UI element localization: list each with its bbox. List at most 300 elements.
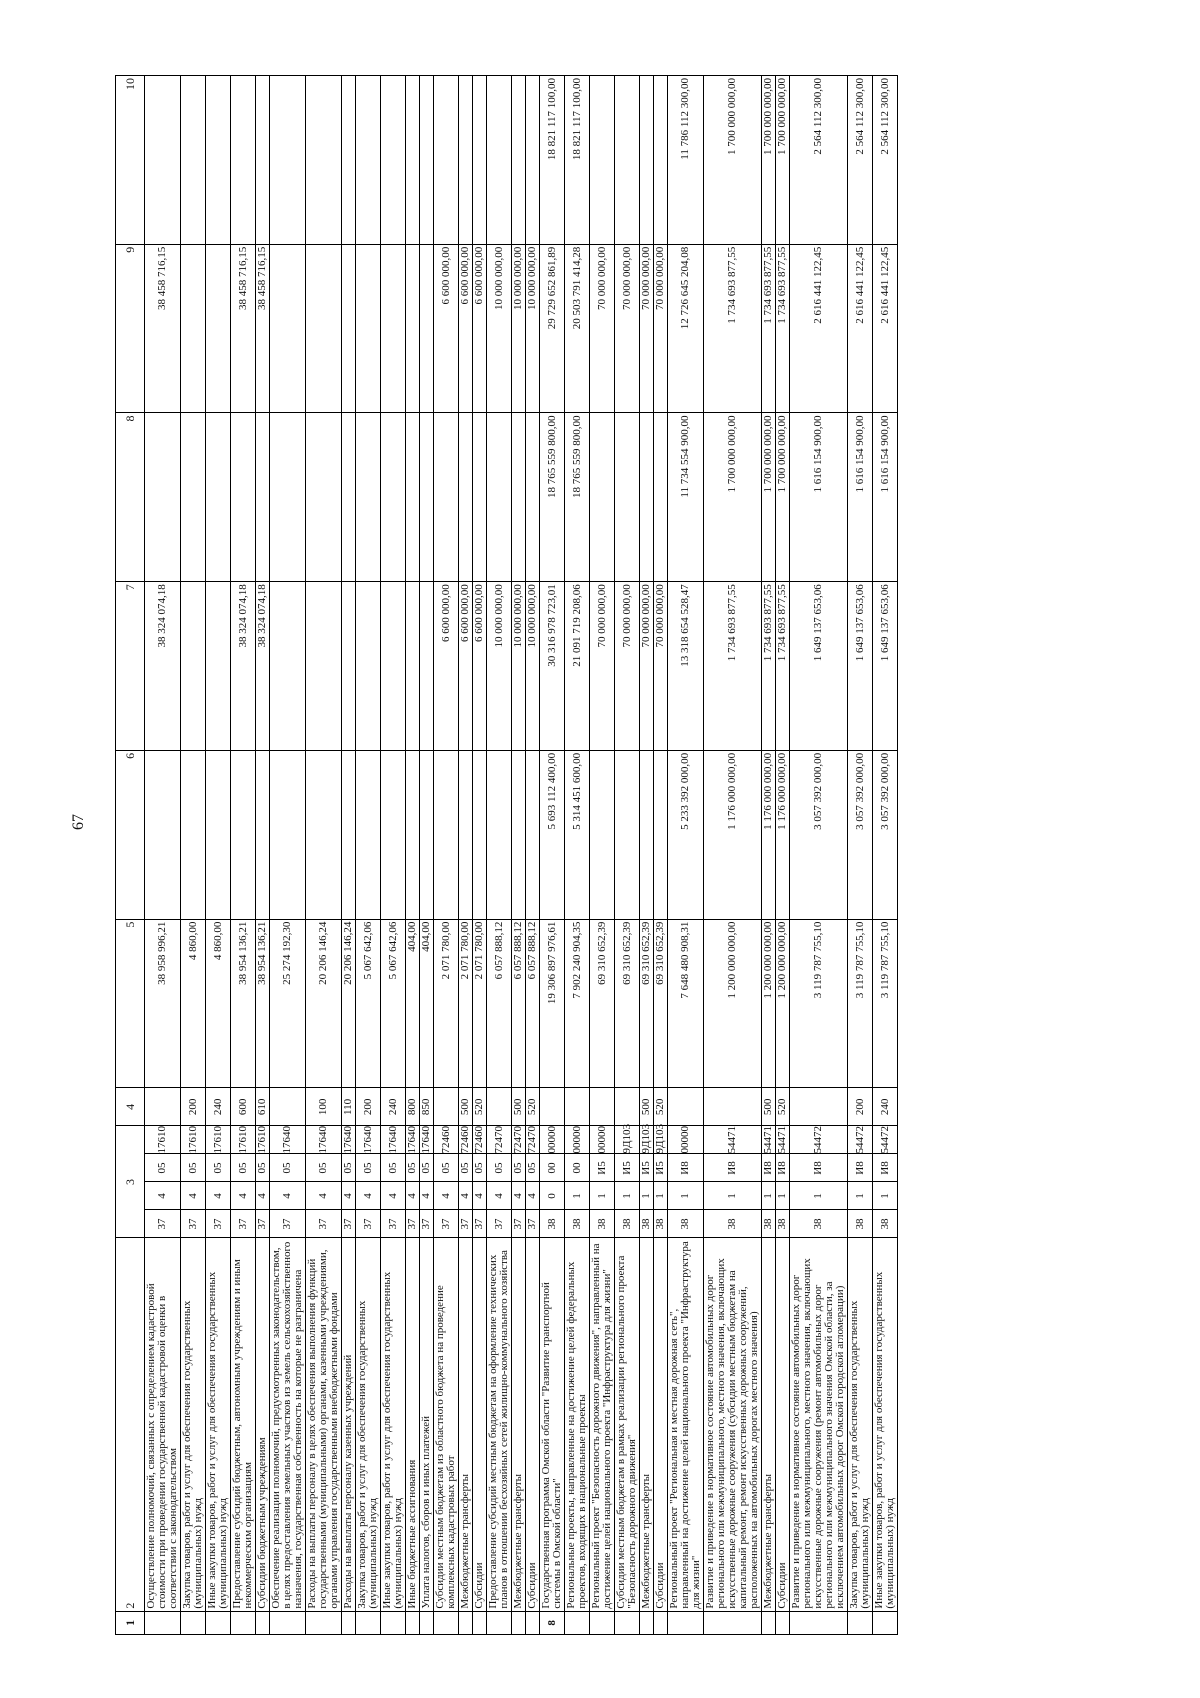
classification-code-cell: 4: [145, 1182, 181, 1210]
row-name-cell: Государственная программа Омской области "Развитие транспортной системы в Омской области": [540, 1238, 565, 1611]
classification-code-cell: 4: [420, 1182, 434, 1210]
expense-type-cell: 100: [306, 1088, 342, 1126]
amount-cell-8: [640, 413, 654, 582]
amount-cell-10: 18 821 117 100,00: [565, 76, 590, 245]
amount-cell-10: [590, 76, 615, 245]
row-number-cell: [270, 1611, 306, 1634]
row-name-cell: Развитие и приведение в нормативное состояние автомобильных дорог регионального или межмуниципального, местного значения, включающих искусственные дорожные сооружения (субсидии местным бюджетам на капитальный ремонт, ремонт искусственных дорожных сооружений, расположенных на автомобильных дорогах местного значения): [704, 1238, 762, 1611]
column-header: 6: [116, 750, 145, 919]
row-number-cell: [512, 1611, 526, 1634]
classification-code-cell: 05: [420, 1154, 434, 1182]
amount-cell-9: 1 734 693 877,55: [704, 244, 762, 413]
table-row: [487, 76, 512, 1635]
row-number-cell: [590, 1611, 615, 1634]
amount-cell-6: [473, 750, 487, 919]
classification-code-cell: 1: [654, 1182, 668, 1210]
classification-code-cell: 17610: [181, 1126, 206, 1154]
row-name-cell: Субсидии бюджетным учреждениям: [256, 1238, 270, 1611]
amount-cell-8: [487, 413, 512, 582]
classification-code-cell: 37: [306, 1210, 342, 1238]
classification-code-cell: 37: [206, 1210, 231, 1238]
amount-cell-8: [526, 413, 540, 582]
amount-cell-7: 21 091 719 208,06: [565, 582, 590, 751]
amount-cell-7: [181, 582, 206, 751]
classification-code-cell: 05: [342, 1154, 356, 1182]
column-header: 7: [116, 582, 145, 751]
page-number: 67: [70, 814, 87, 830]
classification-code-cell: 37: [356, 1210, 381, 1238]
amount-cell-8: [181, 413, 206, 582]
classification-code-cell: 37: [342, 1210, 356, 1238]
row-name-cell: Субсидии местным бюджетам из областного бюджета на проведение комплексных кадастровых работ: [434, 1238, 459, 1611]
table-row: [776, 76, 790, 1635]
amount-cell-7: [420, 582, 434, 751]
amount-cell-5: 25 274 192,30: [270, 919, 306, 1088]
amount-cell-9: [270, 244, 306, 413]
classification-code-cell: 72470: [512, 1125, 524, 1154]
classification-code-cell: И8: [790, 1154, 848, 1182]
classification-code-cell: 05: [406, 1154, 420, 1182]
table-row: [848, 76, 873, 1635]
expense-type-cell: 500: [762, 1088, 776, 1126]
classification-code-cell: 4: [434, 1182, 459, 1210]
classification-code-cell: 38: [848, 1210, 873, 1238]
amount-cell-10: [434, 76, 459, 245]
amount-cell-8: 1 700 000 000,00: [776, 413, 790, 582]
classification-code-cell: 05: [512, 1154, 526, 1182]
amount-cell-6: 3 057 392 000,00: [790, 750, 848, 919]
amount-cell-6: [654, 750, 668, 919]
row-number-cell: [640, 1611, 654, 1634]
classification-code-cell: 17610: [231, 1126, 256, 1154]
classification-code-cell: И5: [654, 1154, 668, 1182]
table-row: [762, 76, 776, 1635]
amount-cell-10: [406, 76, 420, 245]
amount-cell-6: [526, 750, 540, 919]
classification-code-cell: 00: [540, 1154, 565, 1182]
amount-cell-9: [342, 244, 356, 413]
expense-type-cell: [590, 1088, 615, 1126]
table-row: [540, 76, 565, 1635]
classification-code-cell: 4: [342, 1182, 356, 1210]
classification-code-cell: 1: [790, 1182, 848, 1210]
amount-cell-10: [473, 76, 487, 245]
amount-cell-6: [181, 750, 206, 919]
table-row: [181, 76, 206, 1635]
classification-code-cell: 72460: [434, 1126, 459, 1154]
amount-cell-5: 404,00: [406, 919, 420, 1088]
classification-code-cell: 4: [231, 1182, 256, 1210]
amount-cell-10: 1 700 000 000,00: [776, 76, 790, 245]
classification-code-cell: 4: [256, 1182, 270, 1210]
classification-code-cell: 37: [256, 1210, 270, 1238]
classification-code-cell: 4: [356, 1182, 381, 1210]
amount-cell-10: 2 564 112 300,00: [848, 76, 873, 245]
amount-cell-7: 10 000 000,00: [487, 582, 512, 751]
classification-code-cell: 54472: [873, 1126, 898, 1154]
amount-cell-9: 6 600 000,00: [473, 244, 487, 413]
table-row: [565, 76, 590, 1635]
amount-cell-8: 18 765 559 800,00: [540, 413, 565, 582]
amount-cell-9: 1 734 693 877,55: [776, 244, 790, 413]
row-number-cell: [776, 1611, 790, 1634]
amount-cell-10: [145, 76, 181, 245]
classification-code-cell: 72470: [526, 1125, 538, 1154]
row-name-cell: Предоставление субсидий местным бюджетам на оформление технических планов в отношении бесхозяйных сетей жилищно-коммунального хозяйства: [487, 1238, 512, 1611]
row-number-cell: [473, 1611, 487, 1634]
classification-code-cell: 17610: [145, 1126, 181, 1154]
amount-cell-5: 38 958 996,21: [145, 919, 181, 1088]
row-name-cell: Уплата налогов, сборов и иных платежей: [420, 1238, 434, 1611]
classification-code-cell: 54472: [848, 1126, 873, 1154]
row-name-cell: Осуществление полномочий, связанных с определением кадастровой стоимости при проведении государственной кадастровой оценки в соответствии с законодательством: [145, 1238, 181, 1611]
amount-cell-7: 70 000 000,00: [615, 582, 640, 751]
amount-cell-8: [420, 413, 434, 582]
amount-cell-10: 2 564 112 300,00: [790, 76, 848, 245]
expense-type-cell: [565, 1088, 590, 1126]
expense-type-cell: [790, 1088, 848, 1126]
amount-cell-5: 6 057 888,12: [512, 919, 526, 1088]
amount-cell-10: [356, 76, 381, 245]
table-row: [473, 76, 487, 1635]
classification-code-cell: 37: [145, 1210, 181, 1238]
column-header: 3: [116, 1126, 145, 1238]
classification-code-cell: 1: [704, 1182, 762, 1210]
table-row: [406, 76, 420, 1635]
amount-cell-6: 1 176 000 000,00: [704, 750, 762, 919]
classification-code-cell: 1: [668, 1182, 704, 1210]
classification-code-cell: 17640: [306, 1126, 342, 1154]
row-name-cell: Региональные проекты, направленные на достижение целей федеральных проектов, входящих в национальные проекты: [565, 1238, 590, 1611]
amount-cell-6: 5 233 392 000,00: [668, 750, 704, 919]
classification-code-cell: 9Д103: [654, 1123, 666, 1154]
classification-code-cell: 38: [540, 1210, 565, 1238]
row-name-cell: Иные закупки товаров, работ и услуг для обеспечения государственных (муниципальных) нужд: [381, 1238, 406, 1611]
classification-code-cell: 05: [306, 1154, 342, 1182]
classification-code-cell: 38: [762, 1210, 776, 1238]
row-number-cell: [356, 1611, 381, 1634]
amount-cell-6: [434, 750, 459, 919]
classification-code-cell: 1: [565, 1182, 590, 1210]
row-number-cell: [206, 1611, 231, 1634]
expense-type-cell: 500: [640, 1088, 654, 1126]
amount-cell-10: [381, 76, 406, 245]
expense-type-cell: [668, 1088, 704, 1126]
expense-type-cell: 520: [654, 1088, 668, 1126]
row-name-cell: Иные закупки товаров, работ и услуг для обеспечения государственных (муниципальных) нужд: [873, 1238, 898, 1611]
amount-cell-5: 20 206 146,24: [342, 919, 356, 1088]
classification-code-cell: 1: [640, 1182, 654, 1210]
amount-cell-9: 2 616 441 122,45: [790, 244, 848, 413]
classification-code-cell: 38: [776, 1210, 790, 1238]
classification-code-cell: 38: [654, 1210, 668, 1238]
amount-cell-5: 6 057 888,12: [526, 919, 540, 1088]
row-number-cell: [181, 1611, 206, 1634]
classification-code-cell: 4: [306, 1182, 342, 1210]
row-name-cell: Субсидии: [654, 1238, 668, 1611]
amount-cell-5: 6 057 888,12: [487, 919, 512, 1088]
amount-cell-10: [487, 76, 512, 245]
classification-code-cell: 05: [526, 1154, 540, 1182]
amount-cell-8: [270, 413, 306, 582]
classification-code-cell: 4: [181, 1182, 206, 1210]
amount-cell-10: [181, 76, 206, 245]
row-number-cell: [762, 1611, 776, 1634]
amount-cell-5: 38 954 136,21: [256, 919, 270, 1088]
table-row: [704, 76, 762, 1635]
amount-cell-8: [381, 413, 406, 582]
expense-type-cell: 800: [406, 1088, 420, 1126]
amount-cell-8: [306, 413, 342, 582]
classification-code-cell: И8: [668, 1154, 704, 1182]
classification-code-cell: 0: [540, 1182, 565, 1210]
amount-cell-6: [356, 750, 381, 919]
classification-code-cell: 00000: [540, 1126, 565, 1154]
expense-type-cell: 200: [356, 1088, 381, 1126]
amount-cell-8: 1 700 000 000,00: [704, 413, 762, 582]
amount-cell-8: [406, 413, 420, 582]
classification-code-cell: 05: [270, 1154, 306, 1182]
classification-code-cell: 37: [181, 1210, 206, 1238]
amount-cell-10: [512, 76, 526, 245]
table-row: [342, 76, 356, 1635]
row-number-cell: [873, 1611, 898, 1634]
amount-cell-5: 404,00: [420, 919, 434, 1088]
classification-code-cell: 05: [356, 1154, 381, 1182]
classification-code-cell: 37: [420, 1210, 434, 1238]
amount-cell-10: [231, 76, 256, 245]
amount-cell-9: [381, 244, 406, 413]
classification-code-cell: 05: [181, 1154, 206, 1182]
row-name-cell: Расходы на выплаты персоналу казенных учреждений: [342, 1238, 356, 1611]
amount-cell-5: 1 200 000 000,00: [762, 919, 776, 1088]
amount-cell-10: [256, 76, 270, 245]
table-row: [306, 76, 342, 1635]
amount-cell-6: [512, 750, 526, 919]
amount-cell-5: 4 860,00: [206, 919, 231, 1088]
amount-cell-5: 69 310 652,39: [654, 919, 668, 1088]
amount-cell-9: 38 458 716,15: [145, 244, 181, 413]
amount-cell-8: [590, 413, 615, 582]
classification-code-cell: И8: [848, 1154, 873, 1182]
classification-code-cell: 38: [640, 1210, 654, 1238]
expense-type-cell: 610: [256, 1088, 270, 1126]
table-row: [790, 76, 848, 1635]
amount-cell-5: 1 200 000 000,00: [776, 919, 790, 1088]
amount-cell-9: 12 726 645 204,08: [668, 244, 704, 413]
amount-cell-7: [356, 582, 381, 751]
classification-code-cell: И5: [590, 1154, 615, 1182]
row-name-cell: Региональный проект "Безопасность дорожного движения", направленный на достижение целей национального проекта "Инфраструктура для жизни": [590, 1238, 615, 1611]
amount-cell-7: [270, 582, 306, 751]
table-row: [654, 76, 668, 1635]
table-row: [590, 76, 615, 1635]
amount-cell-10: [615, 76, 640, 245]
amount-cell-5: 3 119 787 755,10: [790, 919, 848, 1088]
classification-code-cell: 1: [848, 1182, 873, 1210]
expense-type-cell: [704, 1088, 762, 1126]
classification-code-cell: 05: [381, 1154, 406, 1182]
amount-cell-10: [270, 76, 306, 245]
table-row: [270, 76, 306, 1635]
expense-type-cell: [540, 1088, 565, 1126]
amount-cell-5: 38 954 136,21: [231, 919, 256, 1088]
amount-cell-7: [342, 582, 356, 751]
amount-cell-7: 1 649 137 653,06: [848, 582, 873, 751]
amount-cell-10: 1 700 000 000,00: [762, 76, 776, 245]
amount-cell-9: 20 503 791 414,28: [565, 244, 590, 413]
amount-cell-7: 1 734 693 877,55: [762, 582, 776, 751]
classification-code-cell: 4: [381, 1182, 406, 1210]
amount-cell-7: [306, 582, 342, 751]
row-number-cell: [459, 1611, 473, 1634]
row-name-cell: Закупка товаров, работ и услуг для обеспечения государственных (муниципальных) нужд: [181, 1238, 206, 1611]
classification-code-cell: 37: [231, 1210, 256, 1238]
amount-cell-5: 19 306 897 976,61: [540, 919, 565, 1088]
row-number-cell: [848, 1611, 873, 1634]
classification-code-cell: 17610: [206, 1126, 231, 1154]
amount-cell-10: 18 821 117 100,00: [540, 76, 565, 245]
classification-code-cell: 37: [512, 1210, 526, 1238]
row-number-cell: [434, 1611, 459, 1634]
row-name-cell: Развитие и приведение в нормативное состояние автомобильных дорог регионального или межмуниципального, местного значения, включающих искусственные дорожные сооружения (ремонт автомобильных дорог регионального или межмуниципального значения Омской области, за исключением автомобильных дорог Омской городской агломерации): [790, 1238, 848, 1611]
amount-cell-9: [181, 244, 206, 413]
amount-cell-8: 1 616 154 900,00: [848, 413, 873, 582]
row-number-cell: [420, 1611, 434, 1634]
amount-cell-6: [231, 750, 256, 919]
column-header: 8: [116, 413, 145, 582]
amount-cell-9: 70 000 000,00: [654, 244, 668, 413]
amount-cell-10: 11 786 112 300,00: [668, 76, 704, 245]
table-row: [206, 76, 231, 1635]
classification-code-cell: 9Д103: [615, 1126, 640, 1154]
row-number-cell: [342, 1611, 356, 1634]
classification-code-cell: 00000: [590, 1126, 615, 1154]
classification-code-cell: И8: [776, 1154, 790, 1182]
amount-cell-5: 2 071 780,00: [473, 919, 487, 1088]
amount-cell-7: 1 649 137 653,06: [873, 582, 898, 751]
classification-code-cell: 37: [526, 1210, 540, 1238]
amount-cell-8: [473, 413, 487, 582]
amount-cell-8: [654, 413, 668, 582]
amount-cell-9: 2 616 441 122,45: [848, 244, 873, 413]
expense-type-cell: 850: [420, 1088, 434, 1126]
column-header: 1: [116, 1611, 145, 1634]
row-name-cell: Расходы на выплаты персоналу в целях обеспечения выполнения функций государственными (муниципальными) органами, казенными учреждениями, органами управления государственными внебюджетными фондами: [306, 1238, 342, 1611]
amount-cell-9: 29 729 652 861,89: [540, 244, 565, 413]
row-number-cell: [526, 1611, 540, 1634]
classification-code-cell: И8: [873, 1154, 898, 1182]
table-row: [420, 76, 434, 1635]
row-number-cell: [790, 1611, 848, 1634]
amount-cell-5: 3 119 787 755,10: [873, 919, 898, 1088]
amount-cell-8: 1 616 154 900,00: [873, 413, 898, 582]
classification-code-cell: 37: [487, 1210, 512, 1238]
classification-code-cell: 17640: [356, 1126, 381, 1154]
amount-cell-10: 1 700 000 000,00: [704, 76, 762, 245]
amount-cell-6: 1 176 000 000,00: [776, 750, 790, 919]
column-header: 5: [116, 919, 145, 1088]
amount-cell-9: 70 000 000,00: [590, 244, 615, 413]
classification-code-cell: 72460: [459, 1125, 471, 1154]
amount-cell-8: [615, 413, 640, 582]
amount-cell-6: [640, 750, 654, 919]
classification-code-cell: 38: [668, 1210, 704, 1238]
classification-code-cell: 17640: [420, 1125, 432, 1154]
classification-code-cell: И5: [615, 1154, 640, 1182]
row-name-cell: Субсидии: [776, 1238, 790, 1611]
amount-cell-8: [512, 413, 526, 582]
expense-type-cell: 110: [342, 1088, 356, 1126]
classification-code-cell: 4: [459, 1182, 473, 1210]
amount-cell-9: [206, 244, 231, 413]
row-number-cell: [306, 1611, 342, 1634]
classification-code-cell: 9Д103: [640, 1123, 652, 1154]
amount-cell-6: [381, 750, 406, 919]
classification-code-cell: 38: [565, 1210, 590, 1238]
amount-cell-10: 2 564 112 300,00: [873, 76, 898, 245]
header-row: [116, 76, 145, 1635]
classification-code-cell: 17640: [342, 1125, 354, 1154]
amount-cell-6: 5 693 112 400,00: [540, 750, 565, 919]
amount-cell-8: 18 765 559 800,00: [565, 413, 590, 582]
amount-cell-8: [145, 413, 181, 582]
column-header: 9: [116, 244, 145, 413]
row-name-cell: Межбюджетные трансферты: [459, 1238, 473, 1611]
table-row: [526, 76, 540, 1635]
amount-cell-7: 38 324 074,18: [145, 582, 181, 751]
classification-code-cell: 4: [487, 1182, 512, 1210]
table-row: [381, 76, 406, 1635]
amount-cell-8: 11 734 554 900,00: [668, 413, 704, 582]
expense-type-cell: 520: [526, 1088, 540, 1126]
classification-code-cell: 4: [526, 1182, 540, 1210]
amount-cell-7: 13 318 654 528,47: [668, 582, 704, 751]
row-number-cell: [381, 1611, 406, 1634]
amount-cell-7: 10 000 000,00: [526, 582, 540, 751]
table-row: [640, 76, 654, 1635]
classification-code-cell: 37: [459, 1210, 473, 1238]
amount-cell-9: [420, 244, 434, 413]
row-number-cell: [704, 1611, 762, 1634]
table-row: [459, 76, 473, 1635]
classification-code-cell: 37: [473, 1210, 487, 1238]
amount-cell-5: 3 119 787 755,10: [848, 919, 873, 1088]
amount-cell-10: [420, 76, 434, 245]
classification-code-cell: 05: [206, 1154, 231, 1182]
row-name-cell: Межбюджетные трансферты: [762, 1238, 776, 1611]
amount-cell-8: 1 700 000 000,00: [762, 413, 776, 582]
row-number-cell: 8: [540, 1611, 565, 1634]
amount-cell-7: [381, 582, 406, 751]
classification-code-cell: 05: [473, 1154, 487, 1182]
table-row: [668, 76, 704, 1635]
classification-code-cell: 4: [406, 1182, 420, 1210]
row-number-cell: [487, 1611, 512, 1634]
expense-type-cell: 240: [381, 1088, 406, 1126]
amount-cell-8: [356, 413, 381, 582]
classification-code-cell: 05: [145, 1154, 181, 1182]
expense-type-cell: 240: [873, 1088, 898, 1126]
amount-cell-7: 10 000 000,00: [512, 582, 526, 751]
column-header: 4: [116, 1088, 145, 1126]
amount-cell-9: 38 458 716,15: [256, 244, 270, 413]
amount-cell-9: [356, 244, 381, 413]
amount-cell-7: 6 600 000,00: [459, 582, 473, 751]
amount-cell-9: 2 616 441 122,45: [873, 244, 898, 413]
amount-cell-6: [406, 750, 420, 919]
classification-code-cell: 05: [434, 1154, 459, 1182]
